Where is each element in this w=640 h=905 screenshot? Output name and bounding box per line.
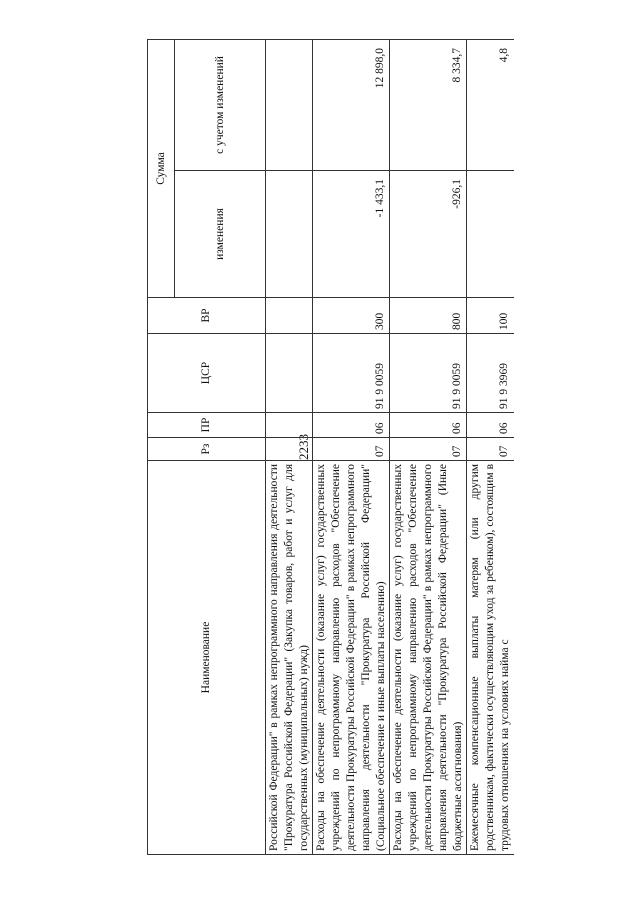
row-vr: 100 [467,298,514,334]
row-pr: 06 [313,413,390,438]
row-csr: 91 9 0059 [390,334,467,413]
table-row [467,39,514,854]
table-row [390,39,467,854]
row-rz: 07 [467,438,514,461]
row-vr: 800 [390,298,467,334]
table-header-row [148,39,175,854]
row-csr: 91 9 3969 [467,334,514,413]
row-vr: 300 [313,298,390,334]
row-rz: 07 [390,438,467,461]
header-vr: ВР [148,298,266,334]
row-name: Российской Федерации" в рамках непрограммного направления деятельности "Прокуратура Российской Федерации" (Закупка товаров, работ и услуг для государственных (муниципальных) нужд) [266,461,313,855]
budget-table [147,39,514,855]
row-with-changes: 4,8 [467,39,514,170]
row-csr: 91 9 0059 [313,334,390,413]
header-name: Наименование [148,461,266,855]
row-name: Ежемесячные компенсационные выплаты матерям (или другим родственникам, фактически осуществляющим уход за ребенком), состоящим в трудовых отношениях на условиях найма с [467,461,514,855]
header-csr: ЦСР [148,334,266,413]
row-with-changes [266,39,313,170]
table-row [266,39,313,854]
row-rz: 07 [313,438,390,461]
header-sum: Сумма [148,39,175,297]
row-with-changes: 8 334,7 [390,39,467,170]
row-with-changes: 12 898,0 [313,39,390,170]
row-name: Расходы на обеспечение деятельности (оказание услуг) государственных учреждений по непрограммному направлению расходов "Обеспечение деятельности Прокуратуры Российской Федерации" в рамках непрограммного направления деятельности "Прокуратура Российской Федерации" (Социальное обеспечение и иные выплаты населению) [313,461,390,855]
header-with-changes: с учетом изменений [175,39,266,170]
row-changes: -926,1 [390,171,467,298]
row-changes [266,171,313,298]
header-changes: изменения [175,171,266,298]
row-changes [467,171,514,298]
row-pr: 06 [390,413,467,438]
header-rz: Рз [148,438,266,461]
table-row [313,39,390,854]
row-csr [266,334,313,413]
row-vr [266,298,313,334]
row-changes: -1 433,1 [313,171,390,298]
row-name: Расходы на обеспечение деятельности (оказание услуг) государственных учреждений по непрограммному направлению расходов "Обеспечение деятельности Прокуратуры Российской Федерации" в рамках непрограммного направления деятельности "Прокуратура Российской Федерации" (Иные бюджетные ассигнования) [390,461,467,855]
budget-table-container [147,40,602,855]
row-pr [266,413,313,438]
row-rz [266,438,313,461]
row-pr: 06 [467,413,514,438]
header-pr: ПР [148,413,266,438]
page-number: 2233 [296,434,311,460]
